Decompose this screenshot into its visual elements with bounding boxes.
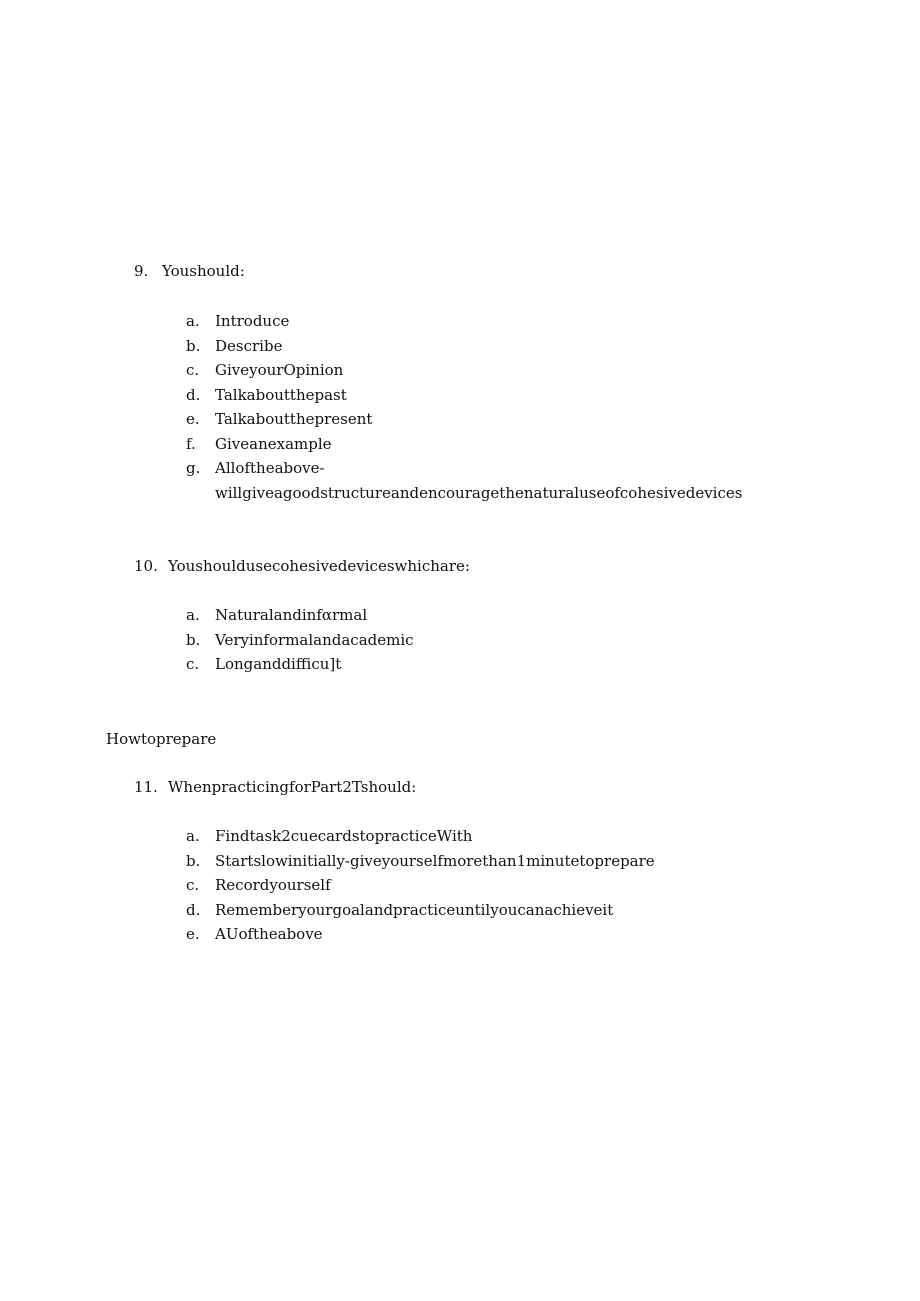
option-letter: d.: [186, 900, 201, 919]
question-10: [134, 556, 470, 576]
option-letter: f.: [186, 434, 196, 453]
option-letter: b.: [186, 851, 201, 870]
option-text: Naturalandinfαrmal: [215, 606, 368, 624]
option-letter: e.: [186, 925, 200, 943]
option-letter: c.: [186, 361, 200, 379]
option-text: Giveanexample: [215, 434, 332, 453]
option-text: Alloftheabove-willgiveagoodstructureandencouragethenaturaluseofcohesivedevices: [215, 459, 743, 502]
option-text: Longanddifficu]t: [215, 655, 342, 673]
option-text: Startslowinitially-giveyourselfmorethan1minutetoprepare: [215, 851, 655, 870]
option-letter: a.: [186, 312, 200, 330]
question-9: [134, 261, 245, 281]
option-letter: g.: [186, 459, 201, 477]
option-letter: a.: [186, 827, 200, 845]
option-text: Describe: [215, 336, 283, 355]
option-letter: a.: [186, 606, 200, 624]
option-text: AUoftheabove: [215, 925, 323, 943]
option-text: Findtask2cuecardstopracticeWith: [215, 827, 473, 845]
question-11: [134, 777, 417, 797]
question-number: 10.: [134, 557, 158, 575]
option-text: Talkaboutthepast: [215, 385, 347, 404]
option-text: GiveyourOpinion: [215, 361, 344, 379]
question-text: Youshouldusecohesivedeviceswhichare:: [168, 557, 470, 575]
option-letter: b.: [186, 630, 201, 649]
option-text: Veryinformalandacademic: [215, 630, 414, 649]
question-text: Youshould:: [162, 262, 245, 280]
option-text: Introduce: [215, 312, 290, 330]
section-heading: Howtoprepare: [106, 730, 217, 748]
option-letter: d.: [186, 385, 201, 404]
option-text: Rememberyourgoalandpracticeuntilyoucanachieveit: [215, 900, 614, 919]
option-text: Talkaboutthepresent: [215, 410, 373, 428]
question-text: WhenpracticingforPart2Tshould:: [168, 778, 417, 796]
option-text: Recordyourself: [215, 876, 331, 894]
option-letter: c.: [186, 655, 200, 673]
question-number: 9.: [134, 262, 149, 280]
option-letter: e.: [186, 410, 200, 428]
option-letter: c.: [186, 876, 200, 894]
option-letter: b.: [186, 336, 201, 355]
question-number: 11.: [134, 778, 158, 796]
